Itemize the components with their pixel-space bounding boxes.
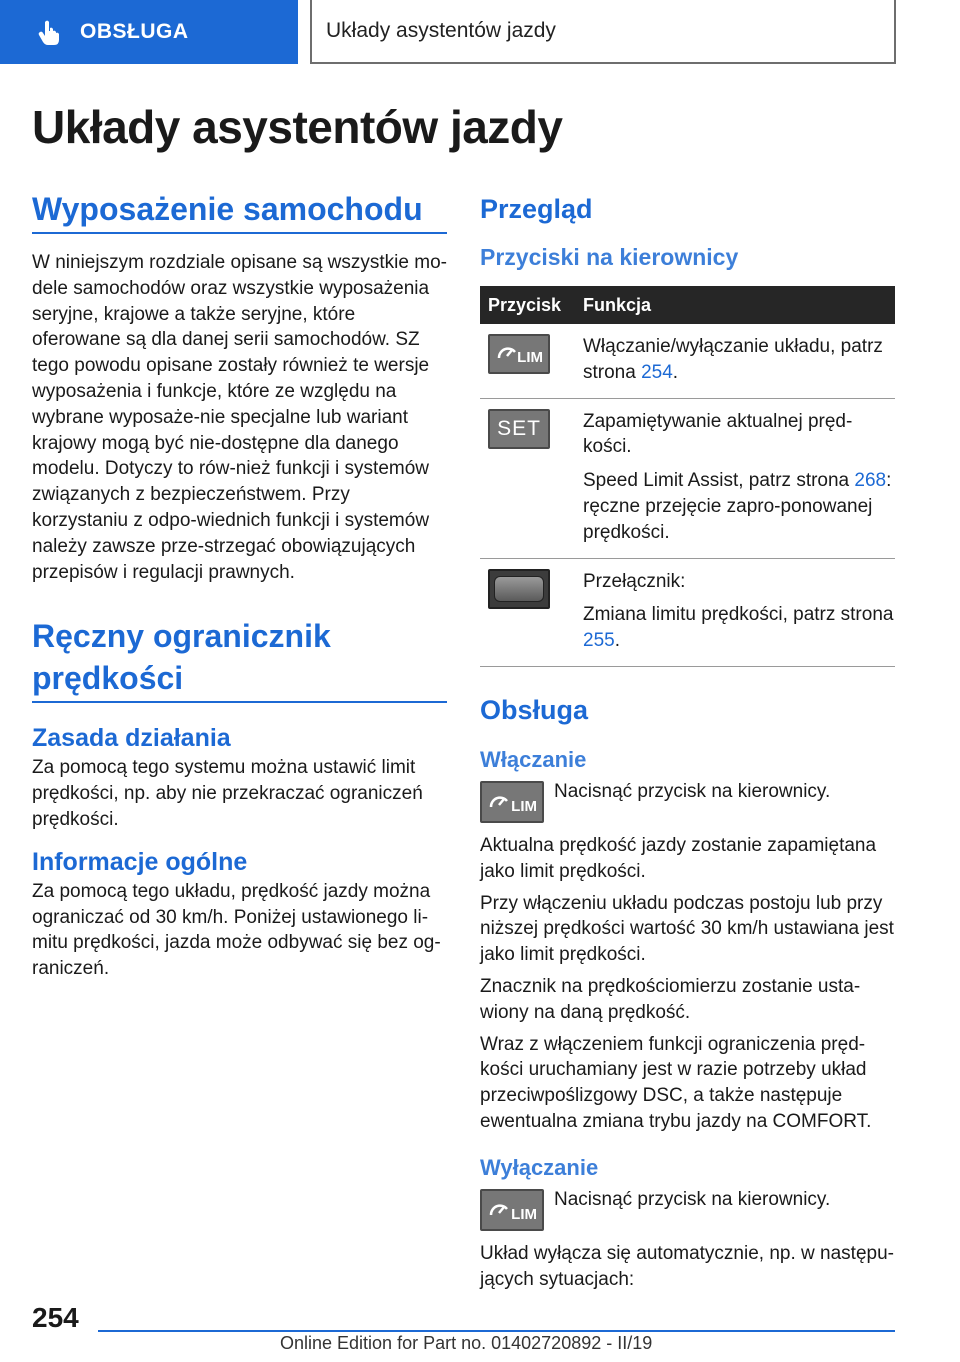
page-link[interactable]: 255 xyxy=(583,630,615,652)
on-paragraph: Wraz z włączeniem funkcji ograniczenia pręd-kości uruchamiany jest w razie potrzeby układ przeciwpoślizgowy DSC, a także następuje ewentualna zmiana trybu jazdy na COMFORT. xyxy=(480,1033,872,1132)
principle-text: Za pomocą tego systemu można ustawić limit prędkości, np. aby nie przekraczać ograniczeń prędkości. xyxy=(32,757,423,830)
on-paragraph: Przy włączeniu układu podczas postoju lub przy niższej prędkości wartość 30 km/h ustawiana jest jako limit prędkości. xyxy=(480,892,894,966)
on-press-text: Nacisnąć przycisk na kierownicy. xyxy=(554,780,831,802)
set-button-icon: SET xyxy=(488,409,550,449)
general-text: Za pomocą tego układu, prędkość jazdy można ograniczać od 30 km/h. Poniżej ustawionego li-mitu prędkości, jazda może odbywać się bez og-raniczeń. xyxy=(32,880,441,980)
overview-heading: Przegląd xyxy=(480,194,593,224)
buttons-table xyxy=(480,286,895,667)
left-column xyxy=(32,188,447,982)
section-label: OBSŁUGA xyxy=(80,20,189,43)
section-tab[interactable] xyxy=(0,0,298,64)
col-function-header: Funkcja xyxy=(583,294,652,315)
col-button-header: Przycisk xyxy=(488,294,562,315)
on-paragraph: Aktualna prędkość jazdy zostanie zapamiętana jako limit prędkości. xyxy=(480,834,877,882)
row-function-text: Przełącznik: xyxy=(583,570,686,592)
row-function-text: Zmiana limitu prędkości, patrz strona 255. xyxy=(583,604,894,652)
row-function-text: Zapamiętywanie aktualnej pręd-kości. xyxy=(583,410,853,458)
on-heading: Włączanie xyxy=(480,746,587,772)
lim-button-icon: LIM xyxy=(480,781,544,823)
hand-pointer-icon xyxy=(36,18,64,46)
lim-button-icon: LIM xyxy=(480,1189,544,1231)
chapter-title: Układy asystentów jazdy xyxy=(310,0,896,64)
page-link[interactable]: 268 xyxy=(854,470,887,492)
on-paragraph: Znacznik na prędkościomierzu zostanie usta-wiony na daną prędkość. xyxy=(480,975,861,1023)
lim-button-label: LIM xyxy=(517,349,543,366)
table-row xyxy=(480,559,895,667)
page-link[interactable]: 254 xyxy=(641,361,673,383)
lim-button-icon xyxy=(488,334,550,374)
rocker-switch-icon xyxy=(488,569,550,609)
page-number: 254 xyxy=(32,1302,79,1333)
off-heading: Wyłączanie xyxy=(480,1154,599,1180)
table-header xyxy=(480,286,895,324)
equipment-text: W niniejszym rozdziale opisane są wszystkie mo-dele samochodów oraz wszystkie wyposażenia seryjne, krajowe a także seryjne, które oferowane są dla danej serii samochodów. SZ tego powodu opisane zostały również te wersje wyposażenia i funkcje, które ze względu na wybrane wyposaże-nie specjalne lub wariant krajowy mogą być nie-dostępne dla danego modelu. Dotyczy to rów-nież funkcji i systemów związanych z bezpieczeństwem. Przy korzystaniu z odpo-wiednich funkcji i systemów należy zawsze prze-strzegać obowiązujących przepisów i regulacji prawnych. xyxy=(32,252,447,583)
general-heading: Informacje ogólne xyxy=(32,847,248,876)
principle-heading: Zasada działania xyxy=(32,724,231,753)
table-row xyxy=(480,324,895,399)
footer-edition: Online Edition for Part no. 01402720892 - II/19 xyxy=(280,1333,653,1353)
buttons-heading: Przyciski na kierownicy xyxy=(480,244,739,270)
equipment-heading: Wyposażenie samochodu xyxy=(32,191,423,227)
limiter-heading: Ręczny ogranicznik prędkości xyxy=(32,618,331,697)
right-column xyxy=(480,188,895,1292)
table-row xyxy=(480,399,895,559)
off-press-text: Nacisnąć przycisk na kierownicy. xyxy=(554,1188,831,1210)
row-function-text: Speed Limit Assist, patrz strona 268: ręczne przejęcie zapro-ponowanej prędkości. xyxy=(583,470,892,543)
page-title: Układy asystentów jazdy xyxy=(32,101,563,153)
row-function-text: Włączanie/wyłączanie układu, patrz strona 254. xyxy=(583,336,883,383)
off-paragraph: Układ wyłącza się automatycznie, np. w następu-jących sytuacjach: xyxy=(480,1242,894,1290)
operation-heading: Obsługa xyxy=(480,694,589,725)
footer-divider xyxy=(98,1330,895,1332)
